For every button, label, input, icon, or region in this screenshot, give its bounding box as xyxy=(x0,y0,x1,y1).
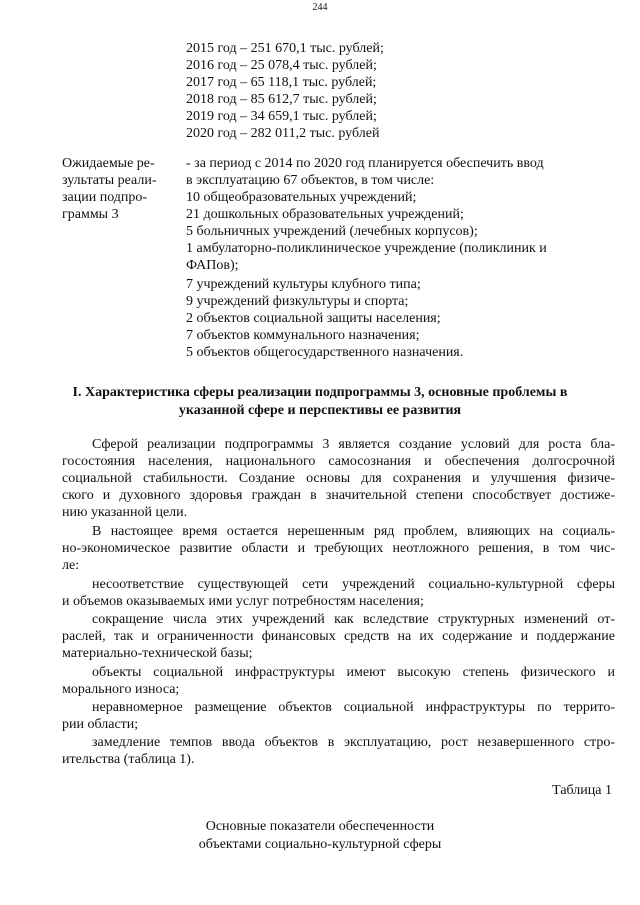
body-line: В настоящее время остается нерешенным ряд проблем, влияющих на социаль- xyxy=(92,524,615,539)
body-line: социальной стабильности. Создание основы для сохранения и улучшения физиче- xyxy=(62,471,615,486)
results-line: - за период с 2014 по 2020 год планируется обеспечить ввод xyxy=(186,156,544,171)
funding-line: 2018 год – 85 612,7 тыс. рублей; xyxy=(186,92,377,107)
section-heading: указанной сфере и перспективы ее развития xyxy=(178,403,462,418)
results-label: зультаты реали- xyxy=(62,173,157,188)
body-line: ле: xyxy=(62,558,80,573)
table-label: Таблица 1 xyxy=(552,783,612,798)
body-line: ительства (таблица 1). xyxy=(62,752,195,767)
body-line: Сферой реализации подпрограммы 3 является создание условий для роста бла- xyxy=(92,437,615,452)
results-label: Ожидаемые ре- xyxy=(62,156,155,171)
body-line: и объемов оказываемых ими услуг потребностям населения; xyxy=(62,594,424,609)
results-line: 5 объектов общегосударственного назначения. xyxy=(186,345,464,360)
results-label: зации подпро- xyxy=(62,190,148,205)
body-line: несоответствие существующей сети учреждений социально-культурной сферы xyxy=(92,577,615,592)
body-line: рии области; xyxy=(62,717,139,732)
body-line: морального износа; xyxy=(62,682,180,697)
body-line: неравномерное размещение объектов социальной инфраструктуры по террито- xyxy=(92,700,615,715)
body-line: ского и духовного здоровья граждан в значительной степени способствует достиже- xyxy=(62,488,615,503)
funding-line: 2016 год – 25 078,4 тыс. рублей; xyxy=(186,58,377,73)
results-line: 21 дошкольных образовательных учреждений; xyxy=(186,207,464,222)
page-number: 244 xyxy=(312,2,328,13)
funding-line: 2017 год – 65 118,1 тыс. рублей; xyxy=(186,75,377,90)
section-heading: I. Характеристика сферы реализации подпрограммы 3, основные проблемы в xyxy=(72,385,568,400)
results-line: 7 учреждений культуры клубного типа; xyxy=(186,277,421,292)
results-line: 7 объектов коммунального назначения; xyxy=(186,328,420,343)
body-line: материально-технической базы; xyxy=(62,646,253,661)
body-line: замедление темпов ввода объектов в эксплуатацию, рост незавершенного стро- xyxy=(92,735,615,750)
table-title: Основные показатели обеспеченности xyxy=(205,819,435,834)
body-line: объекты социальной инфраструктуры имеют высокую степень физического и xyxy=(92,665,615,680)
results-line: 2 объектов социальной защиты населения; xyxy=(186,311,441,326)
funding-line: 2015 год – 251 670,1 тыс. рублей; xyxy=(186,41,384,56)
funding-line: 2020 год – 282 011,2 тыс. рублей xyxy=(186,126,380,141)
body-line: сокращение числа этих учреждений как вследствие структурных изменений от- xyxy=(92,612,615,627)
results-line: 1 амбулаторно-поликлиническое учреждение (поликлиник и xyxy=(186,241,547,256)
body-line: нию указанной цели. xyxy=(62,505,188,520)
results-line: в эксплуатацию 67 объектов, в том числе: xyxy=(186,173,435,188)
results-label: граммы 3 xyxy=(62,207,119,222)
results-line: 5 больничных учреждений (лечебных корпусов); xyxy=(186,224,478,239)
funding-line: 2019 год – 34 659,1 тыс. рублей; xyxy=(186,109,377,124)
results-line: 10 общеобразовательных учреждений; xyxy=(186,190,417,205)
body-line: раслей, так и ограниченности финансовых средств на их содержание и поддержание xyxy=(62,629,615,644)
results-line: ФАПов); xyxy=(186,258,239,273)
body-line: но-экономическое развитие области и требующих неотложного решения, в том чис- xyxy=(62,541,615,556)
table-title: объектами социально-культурной сферы xyxy=(198,837,442,852)
body-line: госостояния населения, национального самосознания и обеспечения долгосрочной xyxy=(62,454,615,469)
results-line: 9 учреждений физкультуры и спорта; xyxy=(186,294,409,309)
